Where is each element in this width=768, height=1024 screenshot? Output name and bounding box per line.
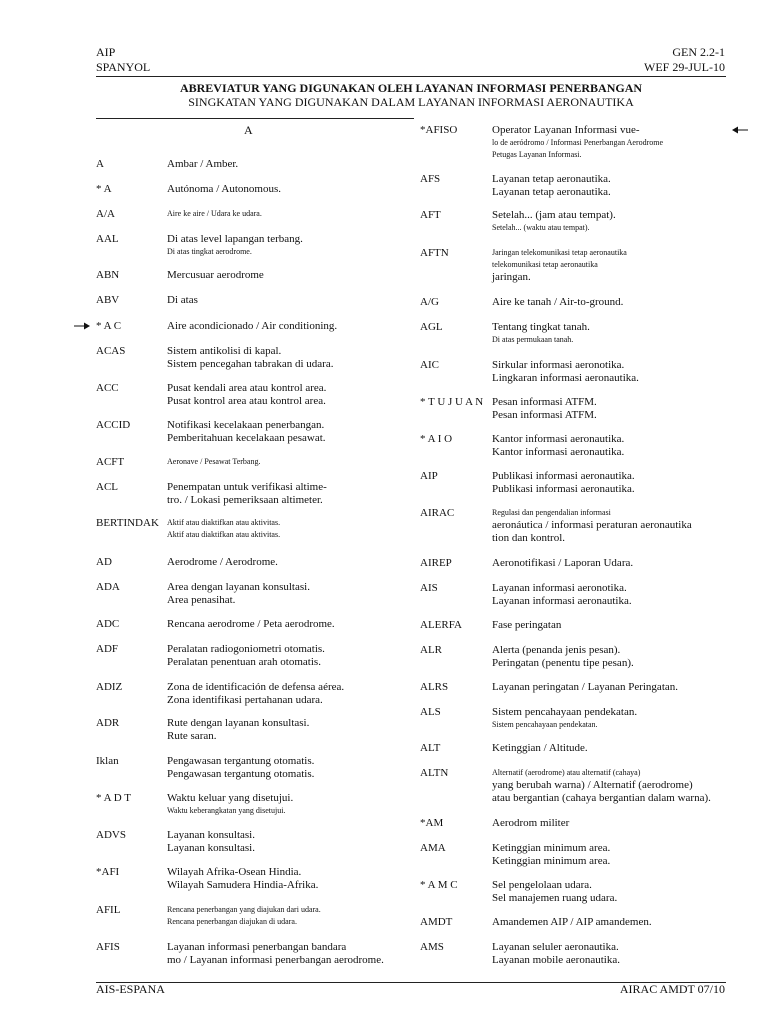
abbreviation: Iklan — [96, 755, 119, 767]
definition-line: Di atas tingkat aerodrome. — [167, 246, 252, 256]
abbreviation: AMDT — [420, 916, 453, 928]
definition-line: Pusat kontrol area atau kontrol area. — [167, 394, 326, 407]
definition-line: Sirkular informasi aeronotika. — [492, 359, 625, 371]
definition-line: tro. / Lokasi pemeriksaan altimeter. — [167, 493, 323, 506]
column-rule — [96, 118, 414, 119]
definition-line: Autónoma / Autonomous. — [167, 183, 281, 195]
section-letter: A — [244, 123, 253, 137]
definition — [167, 183, 281, 196]
abbreviation: AD — [96, 556, 112, 568]
definition-line: jaringan. — [492, 271, 531, 283]
definition-line: Amandemen AIP / AIP amandemen. — [492, 916, 652, 928]
definition-line: Aeronave / Pesawat Terbang. — [167, 457, 261, 466]
definition-line: Setelah... (jam atau tempat). — [492, 209, 616, 221]
footer-left: AIS-ESPANA — [96, 982, 165, 996]
definition — [492, 124, 663, 161]
arrow-left-icon — [732, 126, 748, 134]
definition-line: lo de aeródromo / Informasi Penerbangan Aerodrome — [492, 137, 664, 147]
abbreviation: AFTN — [420, 247, 449, 259]
definition-line: Peringatan (penentu tipe pesan). — [492, 656, 634, 669]
definition-line: Layanan tetap aeronautika. — [492, 173, 611, 185]
definition-line: Aire acondicionado / Air conditioning. — [167, 320, 338, 332]
definition — [167, 643, 325, 668]
definition-line: Lingkaran informasi aeronautika. — [492, 371, 639, 384]
abbreviation: * A C — [96, 320, 122, 332]
definition-line: Tentang tingkat tanah. — [492, 321, 590, 333]
definition-line: Wilayah Samudera Hindia-Afrika. — [167, 878, 319, 891]
definition — [167, 904, 321, 928]
definition — [492, 209, 616, 234]
definition — [167, 456, 260, 468]
definition — [167, 829, 255, 854]
definition — [167, 517, 280, 541]
definition — [167, 792, 293, 817]
definition-line: Sistem pencahayaan pendekatan. — [492, 719, 598, 729]
definition-line: Sel manajemen ruang udara. — [492, 891, 618, 904]
definition — [492, 433, 624, 458]
definition-line: Kantor informasi aeronautika. — [492, 445, 625, 458]
definition-line: Zona identifikasi pertahanan udara. — [167, 693, 323, 706]
definition-line: Layanan tetap aeronautika. — [492, 185, 611, 198]
abbreviation: ADA — [96, 581, 120, 593]
definition-line: Layanan informasi aeronotika. — [492, 582, 627, 594]
abbreviation: ABV — [96, 294, 120, 306]
definition — [492, 817, 569, 830]
abbreviation: ACFT — [96, 456, 125, 468]
arrow-right-icon — [74, 322, 90, 330]
definition-line: Di atas level lapangan terbang. — [167, 233, 303, 245]
definition-line: Di atas — [167, 294, 198, 306]
definition-line: yang berubah warna) / Alternatif (aerodrome) — [492, 779, 693, 791]
abbreviation: * A — [96, 183, 112, 195]
definition — [167, 755, 314, 780]
abbreviation: AIC — [420, 359, 439, 371]
definition-line: Aerodrome / Aerodrome. — [167, 556, 278, 568]
definition — [167, 382, 326, 407]
definition-line: Ketinggian minimum area. — [492, 854, 611, 867]
definition-line: Mercusuar aerodrome — [167, 269, 264, 281]
definition-line: Layanan konsultasi. — [167, 829, 255, 841]
abbreviation: * A D T — [96, 792, 131, 804]
abbreviation: AFT — [420, 209, 441, 221]
abbreviation: AIRAC — [420, 507, 455, 519]
definition — [492, 247, 627, 284]
definition-line: Publikasi informasi aeronautika. — [492, 470, 635, 482]
definition-line: tion dan kontrol. — [492, 531, 566, 544]
definition-line: Sistem pencahayaan pendekatan. — [492, 706, 638, 718]
definition-line: Jaringan telekomunikasi tetap aeronautika — [492, 248, 627, 257]
abbreviation: *AM — [420, 817, 444, 829]
header-left-line2: SPANYOL — [96, 60, 151, 74]
definition — [492, 396, 597, 421]
definition — [492, 842, 610, 867]
definition-line: Pengawasan tergantung otomatis. — [167, 755, 315, 767]
definition — [492, 742, 588, 755]
definition — [492, 941, 620, 966]
definition-line: Aeronotifikasi / Laporan Udara. — [492, 557, 634, 569]
definition-line: Penempatan untuk verifikasi altime- — [167, 481, 327, 493]
abbreviation: * A I O — [420, 433, 453, 445]
definition-line: Layanan seluler aeronautika. — [492, 941, 619, 953]
abbreviation: AIP — [420, 470, 438, 482]
abbreviation: ALRS — [420, 681, 449, 693]
abbreviation: AIREP — [420, 557, 452, 569]
abbreviation: ALR — [420, 644, 442, 656]
abbreviation: *AFI — [96, 866, 120, 878]
definition-line: Notifikasi kecelakaan penerbangan. — [167, 419, 325, 431]
abbreviation: BERTINDAK — [96, 517, 159, 529]
page-subtitle: SINGKATAN YANG DIGUNAKAN DALAM LAYANAN INFORMASI AERONAUTIKA — [188, 95, 634, 109]
abbreviation: ADC — [96, 618, 120, 630]
definition-line: Fase peringatan — [492, 619, 562, 631]
abbreviation: AFIL — [96, 904, 121, 916]
definition-line: Layanan informasi penerbangan bandara — [167, 941, 347, 953]
definition-line: Rencana penerbangan yang diajukan dari udara. — [167, 905, 321, 914]
definition — [167, 294, 198, 307]
definition-line: Pengawasan tergantung otomatis. — [167, 767, 315, 780]
definition-line: Rencana penerbangan diajukan di udara. — [167, 917, 297, 926]
abbreviation: AFS — [420, 173, 441, 185]
abbreviation: A/A — [96, 208, 115, 220]
definition-line: Rencana aerodrome / Peta aerodrome. — [167, 618, 335, 630]
definition-line: Waktu keluar yang disetujui. — [167, 792, 294, 804]
abbreviation: *AFISO — [420, 124, 458, 136]
definition-line: telekomunikasi tetap aeronautika — [492, 260, 598, 269]
definition-line: Layanan mobile aeronautika. — [492, 953, 620, 966]
definition — [492, 582, 632, 607]
definition-line: Pesan informasi ATFM. — [492, 408, 597, 421]
definition-line: Layanan peringatan / Layanan Peringatan. — [492, 681, 679, 693]
definition-line: Setelah... (waktu atau tempat). — [492, 222, 590, 232]
definition — [167, 941, 384, 966]
definition — [492, 681, 678, 694]
abbreviation: AAL — [96, 233, 119, 245]
definition-line: Regulasi dan pengendalian informasi — [492, 508, 611, 517]
definition-line: Di atas permukaan tanah. — [492, 334, 574, 344]
definition — [492, 879, 617, 904]
definition — [492, 557, 633, 570]
abbreviation: A — [96, 158, 104, 170]
definition — [492, 706, 637, 731]
definition-line: Ambar / Amber. — [167, 158, 239, 170]
definition-line: Aktif atau diaktifkan atau aktivitas. — [167, 530, 281, 539]
definition — [492, 644, 634, 669]
definition-line: Alerta (penanda jenis pesan). — [492, 644, 621, 656]
definition-line: Area dengan layanan konsultasi. — [167, 581, 310, 593]
definition-line: Aire ke tanah / Air-to-ground. — [492, 296, 624, 308]
definition-line: mo / Layanan informasi penerbangan aerodrome. — [167, 953, 384, 966]
definition — [167, 581, 310, 606]
abbreviation: AMS — [420, 941, 444, 953]
definition-line: Publikasi informasi aeronautika. — [492, 482, 635, 495]
definition — [167, 208, 262, 220]
definition — [167, 481, 327, 506]
header-right-line2: WEF 29-JUL-10 — [644, 60, 725, 74]
definition — [167, 717, 309, 742]
abbreviation: AGL — [420, 321, 443, 333]
definition — [167, 681, 344, 706]
abbreviation: ALS — [420, 706, 441, 718]
abbreviation: ALTN — [420, 767, 449, 779]
definition-line: Layanan informasi aeronautika. — [492, 594, 632, 607]
definition-line: Pemberitahuan kecelakaan pesawat. — [167, 431, 326, 444]
definition — [167, 269, 264, 282]
definition — [492, 916, 652, 929]
definition — [492, 321, 590, 346]
definition — [167, 158, 238, 171]
definition — [167, 618, 335, 631]
abbreviation: ADF — [96, 643, 119, 655]
definition-line: Kantor informasi aeronautika. — [492, 433, 625, 445]
definition-line: Petugas Layanan Informasi. — [492, 149, 582, 159]
abbreviation: * A M C — [420, 879, 458, 891]
definition — [167, 556, 278, 569]
abbreviation: AFIS — [96, 941, 120, 953]
definition — [167, 233, 303, 258]
abbreviation: AIS — [420, 582, 438, 594]
definition-line: atau bergantian (cahaya bergantian dalam warna). — [492, 791, 711, 804]
definition — [167, 320, 337, 333]
definition — [492, 470, 635, 495]
abbreviation: ADR — [96, 717, 120, 729]
page-title: ABREVIATUR YANG DIGUNAKAN OLEH LAYANAN INFORMASI PENERBANGAN — [179, 81, 643, 95]
definition — [492, 767, 711, 804]
definition-line: Pusat kendali area atau kontrol area. — [167, 382, 327, 394]
definition — [492, 619, 561, 632]
abbreviation: A/G — [420, 296, 439, 308]
definition-line: aeronáutica / informasi peraturan aeronautika — [492, 519, 692, 531]
definition-line: Wilayah Afrika-Osean Hindia. — [167, 866, 302, 878]
header-rule — [96, 76, 726, 77]
definition — [492, 173, 611, 198]
definition-line: Waktu keberangkatan yang disetujui. — [167, 805, 286, 815]
definition-line: Peralatan radiogoniometri otomatis. — [167, 643, 325, 655]
definition — [167, 866, 318, 891]
definition-line: Aerodrom militer — [492, 817, 570, 829]
abbreviation: ALT — [420, 742, 441, 754]
definition — [167, 345, 333, 370]
header-left-line1: AIP — [96, 45, 116, 59]
definition-line: Rute dengan layanan konsultasi. — [167, 717, 310, 729]
abbreviation: ACCID — [96, 419, 131, 431]
definition-line: Alternatif (aerodrome) atau alternatif (cahaya) — [492, 768, 641, 777]
definition — [492, 359, 639, 384]
abbreviation: ADIZ — [96, 681, 123, 693]
footer-right: AIRAC AMDT 07/10 — [619, 982, 725, 996]
abbreviation: ACC — [96, 382, 119, 394]
definition — [492, 296, 623, 309]
definition-line: Aktif atau diaktifkan atau aktivitas. — [167, 518, 281, 527]
definition-line: Sistem pencegahan tabrakan di udara. — [167, 357, 334, 370]
definition-line: Sel pengelolaan udara. — [492, 879, 592, 891]
definition-line: Sistem antikolisi di kapal. — [167, 345, 282, 357]
definition-line: Operator Layanan Informasi vue- — [492, 124, 640, 136]
abbreviation: ADVS — [96, 829, 126, 841]
abbreviation: AMA — [420, 842, 446, 854]
abbreviation: ACL — [96, 481, 118, 493]
definition-line: Ketinggian / Altitude. — [492, 742, 588, 754]
abbreviation: * T U J U A N — [420, 396, 484, 408]
abbreviation: ALERFA — [420, 619, 462, 631]
definition-line: Pesan informasi ATFM. — [492, 396, 597, 408]
header-right-line1: GEN 2.2-1 — [672, 45, 725, 59]
definition-line: Rute saran. — [167, 729, 217, 742]
definition-line: Layanan konsultasi. — [167, 841, 255, 854]
abbreviation: ABN — [96, 269, 120, 281]
definition — [492, 507, 692, 544]
abbreviation: ACAS — [96, 345, 126, 357]
definition-line: Area penasihat. — [167, 593, 236, 606]
definition-line: Peralatan penentuan arah otomatis. — [167, 655, 321, 668]
definition-line: Aire ke aire / Udara ke udara. — [167, 209, 262, 218]
definition — [167, 419, 326, 444]
definition-line: Zona de identificación de defensa aérea. — [167, 681, 345, 693]
definition-line: Ketinggian minimum area. — [492, 842, 611, 854]
